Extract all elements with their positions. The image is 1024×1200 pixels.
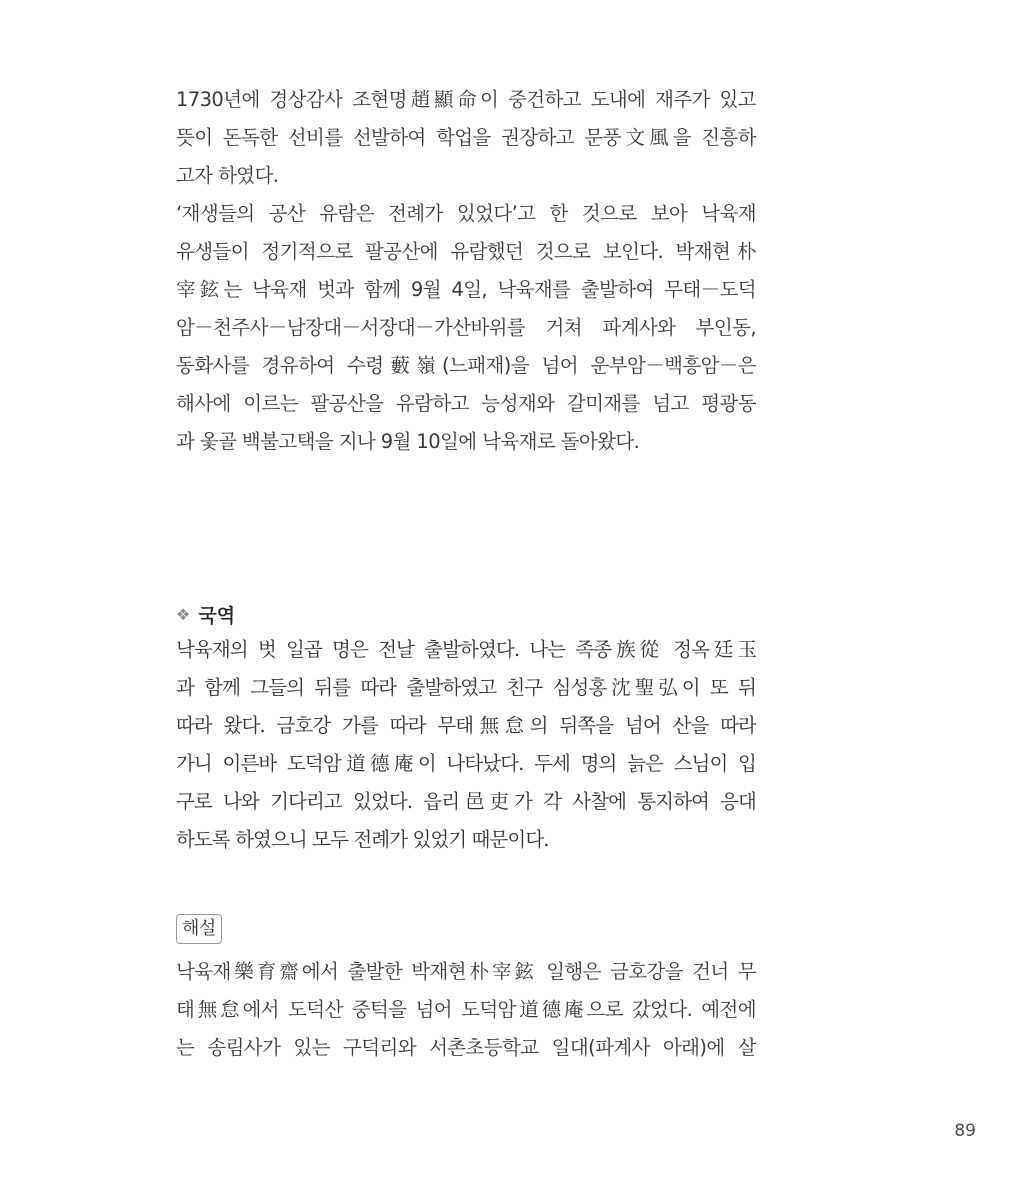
text-line: 유생들이 정기적으로 팔공산에 유람했던 것으로 보인다. 박재현朴 xyxy=(176,240,756,263)
commentary-paragraph xyxy=(176,953,756,1067)
text-line: 낙육재의 벗 일곱 명은 전날 출발하였다. 나는 족종族從 정옥廷玉 xyxy=(176,638,756,661)
section-title: 국역 xyxy=(198,604,236,627)
text-line: 낙육재樂育齋에서 출발한 박재현朴宰鉉 일행은 금호강을 건너 무 xyxy=(176,960,756,983)
page-number: 89 xyxy=(954,1121,976,1141)
text-line: 과 옻골 백불고택을 지나 9월 10일에 낙육재로 돌아왔다. xyxy=(176,430,640,453)
text-line: ‘재생들의 공산 유람은 전례가 있었다’고 한 것으로 보아 낙육재 xyxy=(176,202,756,225)
text-line: 따라 왔다. 금호강 가를 따라 무태無怠의 뒤쪽을 넘어 산을 따라 xyxy=(176,714,756,737)
text-line: 1730년에 경상감사 조현명趙顯命이 중건하고 도내에 재주가 있고 xyxy=(176,88,756,111)
text-line: 宰鉉는 낙육재 벗과 함께 9월 4일, 낙육재를 출발하여 무태－도덕 xyxy=(176,278,756,301)
text-line: 고자 하였다. xyxy=(176,164,279,187)
intro-paragraph xyxy=(176,81,756,461)
ornament-icon: ❖ xyxy=(176,604,191,624)
text-line: 해사에 이르는 팔공산을 유람하고 능성재와 갈미재를 넘고 평광동 xyxy=(176,392,756,415)
text-line: 뜻이 돈독한 선비를 선발하여 학업을 권장하고 문풍文風을 진흥하 xyxy=(176,126,756,149)
text-line: 는 송림사가 있는 구덕리와 서촌초등학교 일대(파계사 아래)에 살 xyxy=(176,1036,756,1059)
translation-paragraph xyxy=(176,631,756,859)
text-line: 태無怠에서 도덕산 중턱을 넘어 도덕암道德庵으로 갔었다. 예전에 xyxy=(176,998,756,1021)
text-line: 하도록 하였으니 모두 전례가 있었기 때문이다. xyxy=(176,828,549,851)
text-line: 구로 나와 기다리고 있었다. 읍리邑吏가 각 사찰에 통지하여 응대 xyxy=(176,790,756,813)
text-line: 암－천주사－남장대－서장대－가산바위를 거쳐 파계사와 부인동, xyxy=(176,316,756,339)
section-heading xyxy=(176,598,235,630)
text-line: 가니 이른바 도덕암道德庵이 나타났다. 두세 명의 늙은 스님이 입 xyxy=(176,752,756,775)
text-line: 과 함께 그들의 뒤를 따라 출발하였고 친구 심성홍沈聖弘이 또 뒤 xyxy=(176,676,756,699)
commentary-badge: 해설 xyxy=(176,914,222,944)
text-line: 동화사를 경유하여 수령藪嶺(느패재)을 넘어 운부암－백흥암－은 xyxy=(176,354,756,377)
